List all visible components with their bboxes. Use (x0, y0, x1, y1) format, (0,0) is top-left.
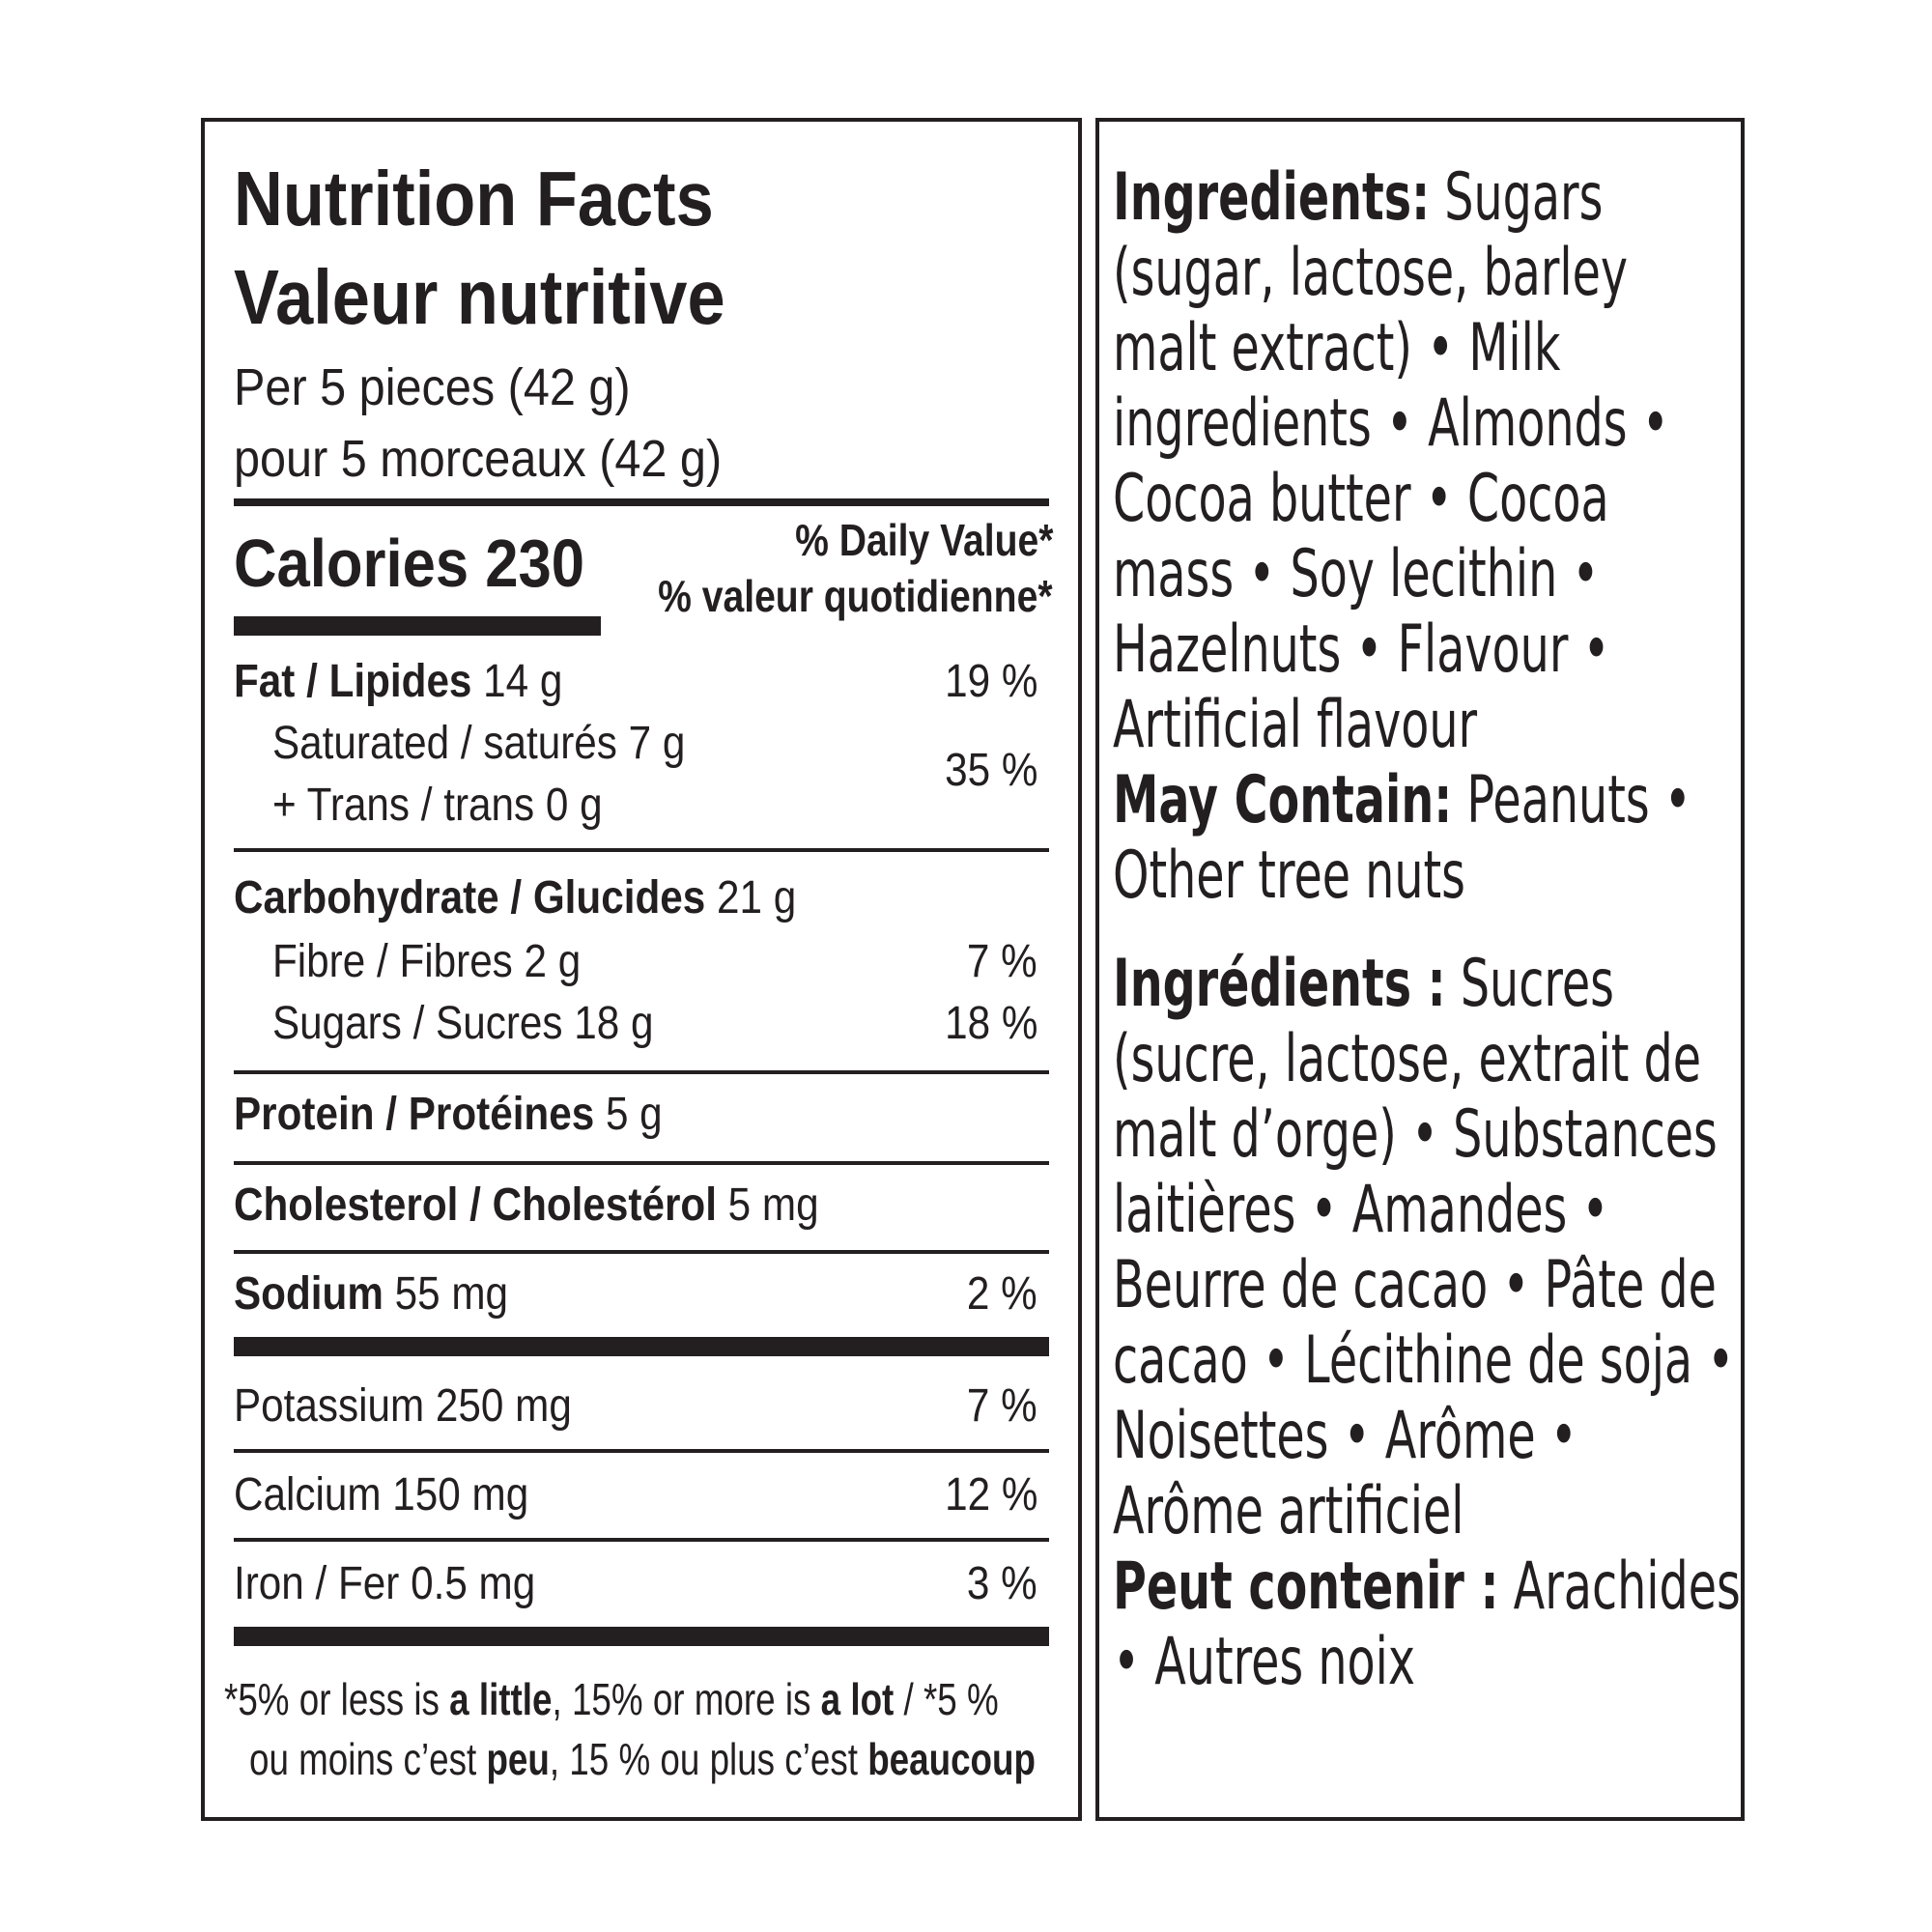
ingredients-panel (1095, 118, 1745, 1821)
carb-amount: 21 g (705, 872, 797, 923)
divider (234, 1538, 1049, 1542)
footnote-bold: a little (449, 1674, 553, 1724)
may-contain-en (1113, 763, 1742, 914)
thick-divider (234, 1627, 1049, 1646)
calories: Calories 230 (234, 526, 584, 601)
potassium-label: Potassium 250 mg (234, 1380, 572, 1432)
footnote-bold: peu (486, 1734, 550, 1784)
may-contain-en-list: Peanuts • Other tree nuts (1113, 762, 1691, 914)
serving-fr: pour 5 morceaux (42 g) (234, 430, 723, 488)
saturated-pct: 35 % (944, 745, 1037, 796)
may-contain-fr-list: Arachides • Autres noix (1113, 1548, 1741, 1700)
ingredients-fr-heading: Ingrédients : (1113, 946, 1446, 1022)
cholesterol-amount: 5 mg (716, 1179, 819, 1231)
calories-rule (234, 616, 601, 636)
footnote-bold: beaucoup (867, 1734, 1036, 1784)
serving-en: Per 5 pieces (42 g) (234, 358, 631, 416)
sugars-pct: 18 % (944, 998, 1037, 1049)
ingredients-fr-list: Sucres (sucre, lactose, extrait de malt d’orge) • Substances laitières • Amandes • Beurre de cacao • Pâte de cacao • Lécithine de soja • Noisettes • Arôme • Arôme artificiel (1113, 946, 1735, 1549)
iron-pct: 3 % (967, 1558, 1037, 1609)
trans-label: + Trans / trans 0 g (272, 780, 603, 831)
may-contain-en-heading: May Contain: (1113, 762, 1453, 838)
cholesterol-label: Cholesterol / Cholestérol (234, 1179, 717, 1231)
ingredients-text (1113, 160, 1742, 1700)
saturated-label: Saturated / saturés 7 g (272, 718, 686, 769)
ingredients-en-heading: Ingredients: (1113, 159, 1431, 236)
calcium-pct: 12 % (944, 1469, 1037, 1520)
calcium-label: Calcium 150 mg (234, 1469, 529, 1520)
sodium-label: Sodium (234, 1268, 384, 1320)
carb-label: Carbohydrate / Glucides (234, 872, 706, 923)
divider (234, 1070, 1049, 1074)
divider (234, 848, 1049, 852)
sugars-label: Sugars / Sucres 18 g (272, 998, 654, 1049)
may-contain-fr-heading: Peut contenir : (1113, 1548, 1499, 1625)
protein-amount: 5 g (594, 1089, 663, 1140)
iron-label: Iron / Fer 0.5 mg (234, 1558, 536, 1609)
divider (234, 1449, 1049, 1453)
footnote-text: / *5 % (894, 1674, 999, 1724)
footnote-line-2 (249, 1734, 1036, 1784)
daily-value-en: % Daily Value* (794, 515, 1053, 565)
ingredients-en-list: Sugars (sugar, lactose, barley malt extract) • Milk ingredients • Almonds • Cocoa butter • Cocoa mass • Soy lecithin • Hazelnuts • Flavour • Artificial flavour (1113, 159, 1669, 763)
footnote-text: *5% or less is (224, 1674, 450, 1724)
fat-pct: 19 % (944, 656, 1037, 707)
thick-divider (234, 1337, 1049, 1356)
divider (234, 1250, 1049, 1254)
daily-value-fr: % valeur quotidienne* (658, 571, 1053, 621)
title-en: Nutrition Facts (234, 156, 714, 242)
title-fr: Valeur nutritive (234, 254, 725, 340)
footnote-text: ou moins c’est (249, 1734, 487, 1784)
may-contain-fr (1113, 1549, 1742, 1700)
fat-label: Fat / Lipides (234, 656, 472, 707)
fat-amount: 14 g (471, 656, 563, 707)
footnote-text: , 15% or more is (552, 1674, 821, 1724)
ingredients-en (1113, 160, 1742, 763)
divider (234, 1161, 1049, 1165)
footnote-text: , 15 % ou plus c’est (549, 1734, 868, 1784)
fibre-label: Fibre / Fibres 2 g (272, 936, 582, 987)
sodium-pct: 2 % (967, 1268, 1037, 1320)
ingredients-fr (1113, 947, 1742, 1549)
footnote-line-1 (224, 1674, 999, 1724)
footnote-bold: a lot (820, 1674, 895, 1724)
fibre-pct: 7 % (967, 936, 1037, 987)
nutrition-facts-panel (201, 118, 1082, 1821)
protein-label: Protein / Protéines (234, 1089, 595, 1140)
serving-rule (234, 498, 1049, 506)
sodium-amount: 55 mg (383, 1268, 509, 1320)
potassium-pct: 7 % (967, 1380, 1037, 1432)
